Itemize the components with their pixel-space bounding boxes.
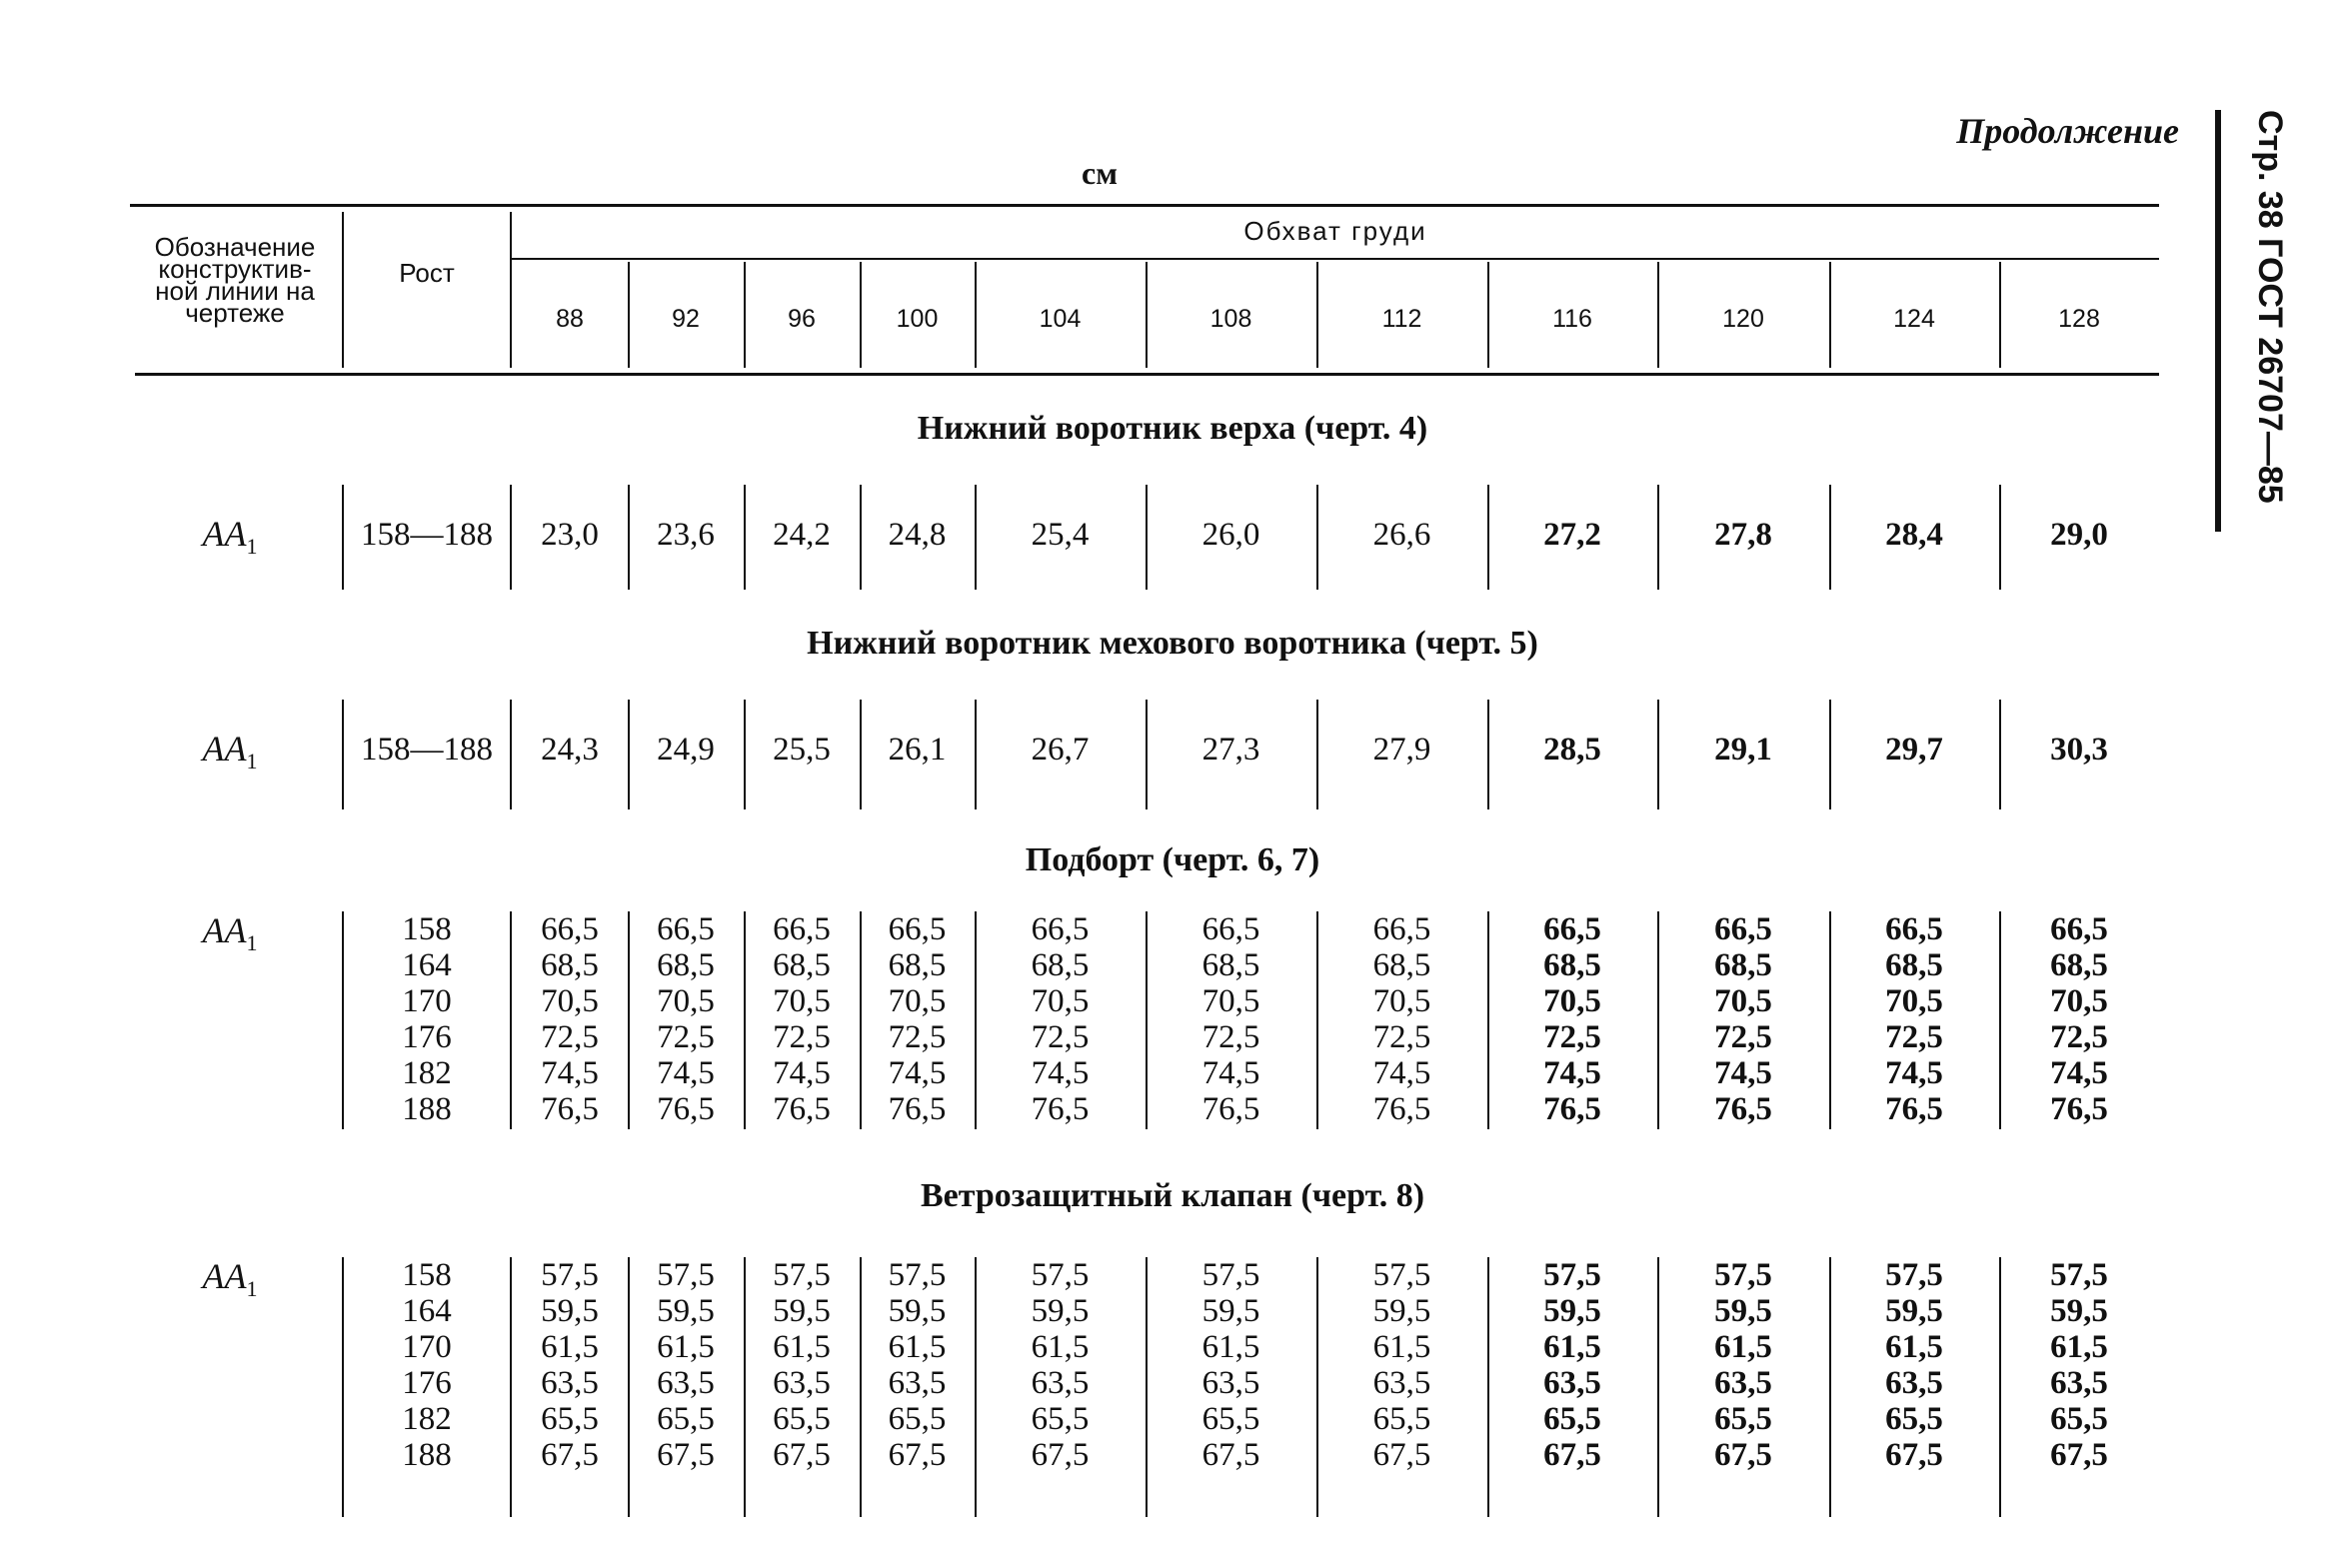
value-column	[1657, 515, 1829, 555]
table-cell: 67,5	[657, 1437, 715, 1473]
chest-group-header: Обхват груди	[1243, 216, 1427, 246]
table-cell: 59,5	[1031, 1293, 1090, 1329]
table-cell: 63,5	[888, 1365, 947, 1401]
value-column	[744, 730, 860, 770]
chest-group-rule	[512, 258, 2159, 260]
table-cell: 67,5	[888, 1437, 947, 1473]
chest-size-header: 124	[1893, 305, 1935, 333]
table-cell: 57,5	[1372, 1257, 1431, 1293]
table-cell: 67,5	[1714, 1437, 1772, 1473]
table-cell: 67,5	[1885, 1437, 1943, 1473]
value-column	[628, 730, 744, 770]
table-cell: 61,5	[2050, 1329, 2108, 1365]
table-cell: 24,8	[888, 517, 947, 553]
table-cell: 67,5	[1543, 1437, 1601, 1473]
table-cell: 65,5	[1543, 1401, 1601, 1437]
height-value: 182	[402, 1055, 452, 1091]
table-cell: 59,5	[773, 1293, 831, 1329]
table-cell: 57,5	[1543, 1257, 1601, 1293]
table-cell: 67,5	[541, 1437, 599, 1473]
table-cell: 72,5	[657, 1019, 715, 1055]
table-cell: 72,5	[1885, 1019, 1943, 1055]
value-column	[860, 911, 975, 1127]
table-cell: 59,5	[1201, 1293, 1260, 1329]
table-cell: 70,5	[2050, 983, 2108, 1019]
value-column	[1999, 515, 2159, 555]
table-cell: 30,3	[2050, 732, 2108, 768]
height-value: 158—188	[361, 732, 493, 768]
table-cell: 66,5	[1543, 911, 1601, 947]
value-column	[975, 730, 1146, 770]
table-cell: 68,5	[888, 947, 947, 983]
table-cell: 66,5	[1885, 911, 1943, 947]
table-cell: 76,5	[1543, 1091, 1601, 1127]
table-cell: 74,5	[1201, 1055, 1260, 1091]
table-cell: 26,6	[1372, 517, 1431, 553]
table-cell: 27,3	[1201, 732, 1260, 768]
height-value: 164	[402, 947, 452, 983]
table-cell: 66,5	[1031, 911, 1090, 947]
table-cell: 24,2	[773, 517, 831, 553]
table-cell: 72,5	[1031, 1019, 1090, 1055]
value-column	[628, 911, 744, 1127]
table-cell: 65,5	[888, 1401, 947, 1437]
value-column	[1657, 730, 1829, 770]
table-cell: 59,5	[2050, 1293, 2108, 1329]
table-cell: 72,5	[773, 1019, 831, 1055]
table-cell: 27,9	[1372, 732, 1431, 768]
value-column	[1316, 515, 1487, 555]
table-cell: 29,7	[1885, 732, 1943, 768]
side-note-text: Стр. 38 ГОСТ 26707—85	[2251, 110, 2289, 504]
table-cell: 65,5	[773, 1401, 831, 1437]
table-cell: 65,5	[1201, 1401, 1260, 1437]
table-cell: 59,5	[1714, 1293, 1772, 1329]
table-cell: 67,5	[1031, 1437, 1090, 1473]
table-cell: 74,5	[1543, 1055, 1601, 1091]
chest-size-header: 112	[1381, 305, 1422, 333]
chest-size-header: 120	[1722, 305, 1764, 333]
height-value: 170	[402, 1329, 452, 1365]
section-title: Нижний воротник мехового воротника (черт. 5)	[807, 625, 1538, 662]
value-column	[1316, 730, 1487, 770]
table-cell: 67,5	[2050, 1437, 2108, 1473]
line-designation-subscript: 1	[246, 749, 258, 775]
section-title: Нижний воротник верха (черт. 4)	[917, 410, 1428, 447]
value-column	[1487, 1257, 1657, 1473]
value-column	[975, 911, 1146, 1127]
value-column	[512, 911, 628, 1127]
height-value: 176	[402, 1019, 452, 1055]
table-cell: 57,5	[773, 1257, 831, 1293]
table-cell: 63,5	[1372, 1365, 1431, 1401]
value-column	[860, 730, 975, 770]
chest-size-header: 92	[672, 305, 700, 333]
table-cell: 57,5	[1714, 1257, 1772, 1293]
designation-header-line: Обозначение	[154, 232, 316, 262]
table-cell: 66,5	[541, 911, 599, 947]
value-column	[512, 1257, 628, 1473]
table-cell: 28,5	[1543, 732, 1601, 768]
height-header: Рост	[399, 258, 455, 288]
value-column	[1829, 1257, 1999, 1473]
table-cell: 76,5	[657, 1091, 715, 1127]
table-cell: 63,5	[1885, 1365, 1943, 1401]
chest-size-header: 96	[788, 305, 816, 333]
table-cell: 65,5	[657, 1401, 715, 1437]
table-cell: 72,5	[1372, 1019, 1431, 1055]
header-bottom-rule	[135, 373, 2159, 376]
table-cell: 59,5	[1543, 1293, 1601, 1329]
table-cell: 72,5	[541, 1019, 599, 1055]
table-cell: 74,5	[888, 1055, 947, 1091]
side-note	[2209, 110, 2309, 550]
table-cell: 70,5	[1885, 983, 1943, 1019]
table-cell: 59,5	[541, 1293, 599, 1329]
value-column	[1829, 515, 1999, 555]
chest-size-header: 104	[1039, 305, 1082, 333]
section-title: Подборт (черт. 6, 7)	[1025, 841, 1320, 878]
value-column	[975, 515, 1146, 555]
line-designation	[170, 909, 290, 956]
table-cell: 65,5	[1885, 1401, 1943, 1437]
designation-header-line: ной линии на	[155, 276, 315, 306]
table-cell: 70,5	[773, 983, 831, 1019]
table-cell: 72,5	[1714, 1019, 1772, 1055]
table-cell: 26,1	[888, 732, 947, 768]
value-column	[1487, 515, 1657, 555]
table-cell: 76,5	[888, 1091, 947, 1127]
table-cell: 61,5	[1714, 1329, 1772, 1365]
table-cell: 70,5	[1031, 983, 1090, 1019]
value-column	[1829, 911, 1999, 1127]
table-cell: 70,5	[657, 983, 715, 1019]
value-column	[628, 1257, 744, 1473]
height-value: 176	[402, 1365, 452, 1401]
table-cell: 61,5	[888, 1329, 947, 1365]
table-cell: 25,5	[773, 732, 831, 768]
table-cell: 76,5	[1714, 1091, 1772, 1127]
table-cell: 74,5	[1885, 1055, 1943, 1091]
table-cell: 27,8	[1714, 517, 1772, 553]
table-cell: 57,5	[1031, 1257, 1090, 1293]
table-cell: 65,5	[1031, 1401, 1090, 1437]
table-cell: 59,5	[657, 1293, 715, 1329]
value-column	[860, 1257, 975, 1473]
table-cell: 72,5	[2050, 1019, 2108, 1055]
table-cell: 63,5	[773, 1365, 831, 1401]
table-cell: 65,5	[1372, 1401, 1431, 1437]
table-cell: 63,5	[1543, 1365, 1601, 1401]
line-designation-subscript: 1	[246, 1276, 258, 1302]
line-designation-subscript: 1	[246, 930, 258, 956]
table-cell: 25,4	[1031, 517, 1090, 553]
table-cell: 76,5	[1031, 1091, 1090, 1127]
line-designation	[170, 1255, 290, 1302]
height-value: 164	[402, 1293, 452, 1329]
table-cell: 66,5	[657, 911, 715, 947]
table-cell: 29,1	[1714, 732, 1772, 768]
table-cell: 74,5	[657, 1055, 715, 1091]
value-column	[1999, 1257, 2159, 1473]
table-cell: 72,5	[1201, 1019, 1260, 1055]
value-column	[512, 730, 628, 770]
value-column	[860, 515, 975, 555]
table-cell: 76,5	[773, 1091, 831, 1127]
value-column	[744, 515, 860, 555]
line-designation-main: AA	[202, 729, 247, 769]
table-cell: 74,5	[1031, 1055, 1090, 1091]
designation-header-line: чертеже	[185, 298, 285, 328]
value-column	[1657, 911, 1829, 1127]
table-cell: 59,5	[1885, 1293, 1943, 1329]
value-column	[1999, 730, 2159, 770]
table-cell: 63,5	[1201, 1365, 1260, 1401]
value-column	[1146, 911, 1316, 1127]
height-value: 158—188	[361, 517, 493, 553]
table-cell: 66,5	[2050, 911, 2108, 947]
table-cell: 57,5	[1885, 1257, 1943, 1293]
line-designation-subscript: 1	[246, 534, 258, 560]
table-cell: 61,5	[1372, 1329, 1431, 1365]
table-cell: 67,5	[1201, 1437, 1260, 1473]
line-designation-main: AA	[202, 514, 247, 554]
value-column	[1487, 730, 1657, 770]
table-cell: 67,5	[1372, 1437, 1431, 1473]
line-designation-main: AA	[202, 1256, 247, 1296]
height-value: 188	[402, 1091, 452, 1127]
table-cell: 68,5	[1201, 947, 1260, 983]
header-divider	[342, 212, 344, 368]
table-cell: 72,5	[888, 1019, 947, 1055]
table-cell: 66,5	[1201, 911, 1260, 947]
table-cell: 74,5	[1714, 1055, 1772, 1091]
height-value: 188	[402, 1437, 452, 1473]
table-cell: 23,0	[541, 517, 599, 553]
value-column	[1146, 515, 1316, 555]
table-cell: 28,4	[1885, 517, 1943, 553]
table-cell: 70,5	[541, 983, 599, 1019]
table-cell: 66,5	[773, 911, 831, 947]
table-cell: 76,5	[1372, 1091, 1431, 1127]
height-value: 170	[402, 983, 452, 1019]
table-cell: 66,5	[1372, 911, 1431, 947]
table-cell: 68,5	[773, 947, 831, 983]
table-cell: 61,5	[1201, 1329, 1260, 1365]
table-cell: 24,3	[541, 732, 599, 768]
table-cell: 68,5	[1714, 947, 1772, 983]
chest-size-header: 88	[556, 305, 584, 333]
table-cell: 68,5	[1543, 947, 1601, 983]
table-cell: 76,5	[1885, 1091, 1943, 1127]
value-column	[1487, 911, 1657, 1127]
height-values	[344, 515, 510, 555]
designation-header-line: конструктив-	[158, 254, 312, 284]
table-cell: 66,5	[1714, 911, 1772, 947]
table-cell: 65,5	[1714, 1401, 1772, 1437]
table-cell: 61,5	[773, 1329, 831, 1365]
table-cell: 63,5	[2050, 1365, 2108, 1401]
table-cell: 74,5	[2050, 1055, 2108, 1091]
line-designation	[170, 728, 290, 775]
table-cell: 61,5	[1543, 1329, 1601, 1365]
table-cell: 76,5	[1201, 1091, 1260, 1127]
table-cell: 59,5	[1372, 1293, 1431, 1329]
table-cell: 57,5	[2050, 1257, 2108, 1293]
table-cell: 68,5	[2050, 947, 2108, 983]
table-cell: 27,2	[1543, 517, 1601, 553]
value-column	[744, 1257, 860, 1473]
value-column	[628, 515, 744, 555]
table-cell: 70,5	[888, 983, 947, 1019]
table-cell: 68,5	[1885, 947, 1943, 983]
table-cell: 76,5	[541, 1091, 599, 1127]
table-cell: 57,5	[657, 1257, 715, 1293]
height-values	[344, 730, 510, 770]
table-cell: 61,5	[1031, 1329, 1090, 1365]
continued-label: Продолжение	[1956, 111, 2179, 151]
table-cell: 70,5	[1372, 983, 1431, 1019]
value-column	[1829, 730, 1999, 770]
line-designation-main: AA	[202, 910, 247, 950]
value-column	[1316, 911, 1487, 1127]
table-cell: 67,5	[773, 1437, 831, 1473]
table-cell: 24,9	[657, 732, 715, 768]
table-cell: 26,7	[1031, 732, 1090, 768]
table-cell: 29,0	[2050, 517, 2108, 553]
table-cell: 63,5	[657, 1365, 715, 1401]
table-cell: 68,5	[657, 947, 715, 983]
table-cell: 68,5	[1372, 947, 1431, 983]
chest-size-header: 108	[1209, 305, 1252, 333]
height-value: 182	[402, 1401, 452, 1437]
height-value: 158	[402, 1257, 452, 1293]
unit-label: см	[1082, 155, 1118, 191]
table-cell: 76,5	[2050, 1091, 2108, 1127]
designation-header	[130, 232, 340, 328]
table-cell: 57,5	[541, 1257, 599, 1293]
table-cell: 57,5	[888, 1257, 947, 1293]
table-cell: 57,5	[1201, 1257, 1260, 1293]
height-value: 158	[402, 911, 452, 947]
value-column	[1146, 730, 1316, 770]
height-values	[344, 911, 510, 1127]
value-column	[975, 1257, 1146, 1473]
table-cell: 63,5	[1031, 1365, 1090, 1401]
table-cell: 26,0	[1201, 517, 1260, 553]
table-cell: 65,5	[2050, 1401, 2108, 1437]
value-column	[1316, 1257, 1487, 1473]
table-cell: 61,5	[1885, 1329, 1943, 1365]
table-cell: 61,5	[541, 1329, 599, 1365]
table-cell: 74,5	[773, 1055, 831, 1091]
table-cell: 63,5	[541, 1365, 599, 1401]
table-cell: 74,5	[1372, 1055, 1431, 1091]
value-column	[1999, 911, 2159, 1127]
table-cell: 63,5	[1714, 1365, 1772, 1401]
table-cell: 72,5	[1543, 1019, 1601, 1055]
table-cell: 65,5	[541, 1401, 599, 1437]
table-cell: 59,5	[888, 1293, 947, 1329]
header-top-rule	[130, 204, 2159, 207]
value-column	[1657, 1257, 1829, 1473]
height-values	[344, 1257, 510, 1473]
table-cell: 74,5	[541, 1055, 599, 1091]
table-cell: 23,6	[657, 517, 715, 553]
line-designation	[170, 513, 290, 560]
table-cell: 68,5	[1031, 947, 1090, 983]
section-title: Ветрозащитный клапан (черт. 8)	[920, 1177, 1425, 1214]
value-column	[744, 911, 860, 1127]
chest-size-header: 128	[2058, 305, 2100, 333]
value-column	[512, 515, 628, 555]
table-cell: 66,5	[888, 911, 947, 947]
side-note-rule	[2215, 110, 2221, 532]
table-cell: 70,5	[1714, 983, 1772, 1019]
table-cell: 70,5	[1201, 983, 1260, 1019]
chest-size-header: 116	[1552, 305, 1592, 333]
table-cell: 68,5	[541, 947, 599, 983]
table-cell: 61,5	[657, 1329, 715, 1365]
chest-size-header: 100	[896, 305, 939, 333]
value-column	[1146, 1257, 1316, 1473]
table-cell: 70,5	[1543, 983, 1601, 1019]
